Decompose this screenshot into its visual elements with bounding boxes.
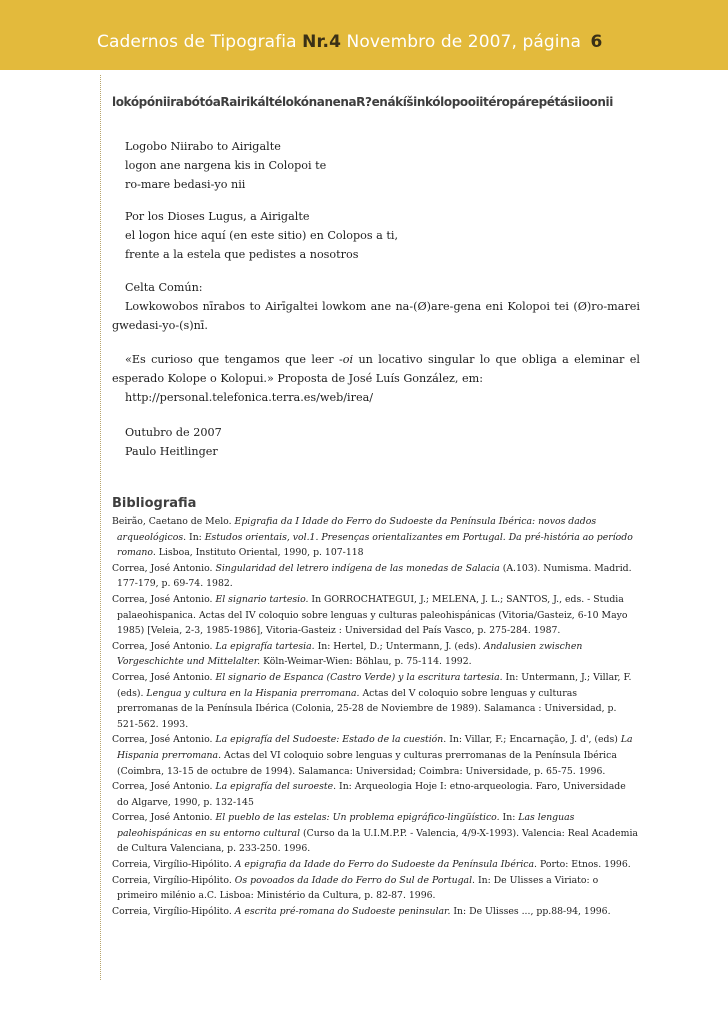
celta-text: Lowkowobos nīrabos to Airīgaltei lowkom ane na-(Ø)are-gena eni Kolopoi tei (Ø)ro-marei gwedasi-yo-(s)nī. xyxy=(112,300,640,332)
bibliography-entry: Correa, José Antonio. El signario de Espanca (Castro Verde) y la escritura tartesia. In: Untermann, J.; Villar, F. (eds). Lengua y cultura en la Hispania prerromana. Actas del V coloquio sobre lenguas y culturas prerromanas de la Península Ibérica (Colonia, 25-28 de Noviembre de 1989). Salamanca : Universidad, p. 521-562. 1993. xyxy=(112,671,632,730)
stanza-line: logon ane nargena kis in Colopoi te xyxy=(125,159,327,172)
celta-section xyxy=(112,278,640,335)
header-prefix: Cadernos de Tipografia xyxy=(97,32,297,52)
bibliography-entry: Correa, José Antonio. El signario tartesio. In GORROCHATEGUI, J.; MELENA, J. L.; SANTOS, J., eds. - Studia palaeohispanica. Actas del IV coloquio sobre lenguas y culturas paleohispánicas (Vitoria/Gasteiz, 6-10 Mayo 1985) [Veleia, 2-3, 1985-1986], Vitoria-Gasteiz : Universidad del País Vasco, p. 275-284. 1987. xyxy=(112,593,628,637)
header-title xyxy=(97,32,602,52)
header-middle: Novembro de 2007, página xyxy=(346,32,581,52)
source-url-link[interactable]: http://personal.telefonica.terra.es/web/irea/ xyxy=(125,391,374,404)
bibliography-entry: Beirão, Caetano de Melo. Epigrafia da I Idade do Ferro do Sudoeste da Península Ibérica: novos dados arqueológicos. In: Estudos orientais, vol.1. Presenças orientalizantes em Portugal. Da pré-história ao período romano. Lisboa, Instituto Oriental, 1990, p. 107-118 xyxy=(112,516,633,559)
celta-label: Celta Común: xyxy=(125,281,203,294)
page-number: 6 xyxy=(590,32,603,52)
stanza-line: ro-mare bedasi-yo nii xyxy=(125,178,246,191)
stanza-line: frente a la estela que pedistes a nosotros xyxy=(125,248,359,261)
stanza-line: el logon hice aquí (en este sitio) en Colopos a ti, xyxy=(125,229,398,242)
inscription-title: lokópóniirabótóaRairikáltélokónanenaR?enákíšinkólopooiitéropárepétásiioonii xyxy=(112,95,613,109)
signature-author: Paulo Heitlinger xyxy=(125,445,218,458)
bibliography-entry: Correa, José Antonio. La epigrafía del Sudoeste: Estado de la cuestión. In: Villar, F.; Encarnação, J. d', (eds) La Hispania prerromana. Actas del VI coloquio sobre lenguas y culturas prerromanas de la Península Ibérica (Coimbra, 13-15 de octubre de 1994). Salamanca: Universidad; Coimbra: Universidade, p. 65-75. 1996. xyxy=(112,734,633,777)
bibliography-entry: Correa, José Antonio. La epigrafía del suroeste. In: Arqueologia Hoje I: etno-arqueologia. Faro, Universidade do Algarve, 1990, p. 132-145 xyxy=(112,781,626,808)
bibliography-entry: Correia, Virgílio-Hipólito. A epigrafia da Idade do Ferro do Sudoeste da Península Ibérica. Porto: Etnos. 1996. xyxy=(112,859,631,871)
page-header xyxy=(0,0,728,70)
quote-text: «Es curioso que tengamos que leer -oi un locativo singular lo que obliga a eleminar el esperado Kolope o Kolopui.» Proposta de José Luís González, em: xyxy=(112,353,640,385)
signature-block xyxy=(112,423,640,461)
quote-section xyxy=(112,350,640,407)
issue-number: Nr.4 xyxy=(302,32,342,52)
stanza-transcription xyxy=(112,137,640,194)
bibliography-heading: Bibliografia xyxy=(112,496,197,511)
margin-dotted-rule xyxy=(100,75,101,980)
stanza-line: Logobo Niirabo to Airigalte xyxy=(125,140,281,153)
bibliography-entry: Correia, Virgílio-Hipólito. A escrita pré-romana do Sudoeste peninsular. In: De Ulisses ..., pp.88-94, 1996. xyxy=(112,905,611,917)
stanza-translation xyxy=(112,207,640,264)
bibliography-entry: Correia, Virgílio-Hipólito. Os povoados da Idade do Ferro do Sul de Portugal. In: De Ulisses a Viriato: o primeiro milénio a.C. Lisboa: Ministério da Cultura, p. 82-87. 1996. xyxy=(112,874,599,902)
bibliography-entry: Correa, José Antonio. El pueblo de las estelas: Un problema epigráfico-lingüístico. In: Las lenguas paleohispánicas en su entorno cultural (Curso da la U.I.M.P.P. - Valencia, 4/9-X-1993). Valencia: Real Academia de Cultura Valenciana, p. 233-250. 1996. xyxy=(112,812,638,855)
signature-date: Outubro de 2007 xyxy=(125,426,222,439)
bibliography-entry: Correa, José Antonio. Singularidad del letrero indígena de las monedas de Salacia (A.103). Numisma. Madrid. 177-179, p. 69-74. 1982. xyxy=(112,562,632,590)
bibliography-entry: Correa, José Antonio. La epigrafía tartesia. In: Hertel, D.; Untermann, J. (eds). Andalusien zwischen Vorgeschichte und Mittelalter. Köln-Weimar-Wien: Böhlau, p. 75-114. 1992. xyxy=(112,640,583,668)
stanza-line: Por los Dioses Lugus, a Airigalte xyxy=(125,210,310,223)
bibliography-list xyxy=(112,514,640,919)
